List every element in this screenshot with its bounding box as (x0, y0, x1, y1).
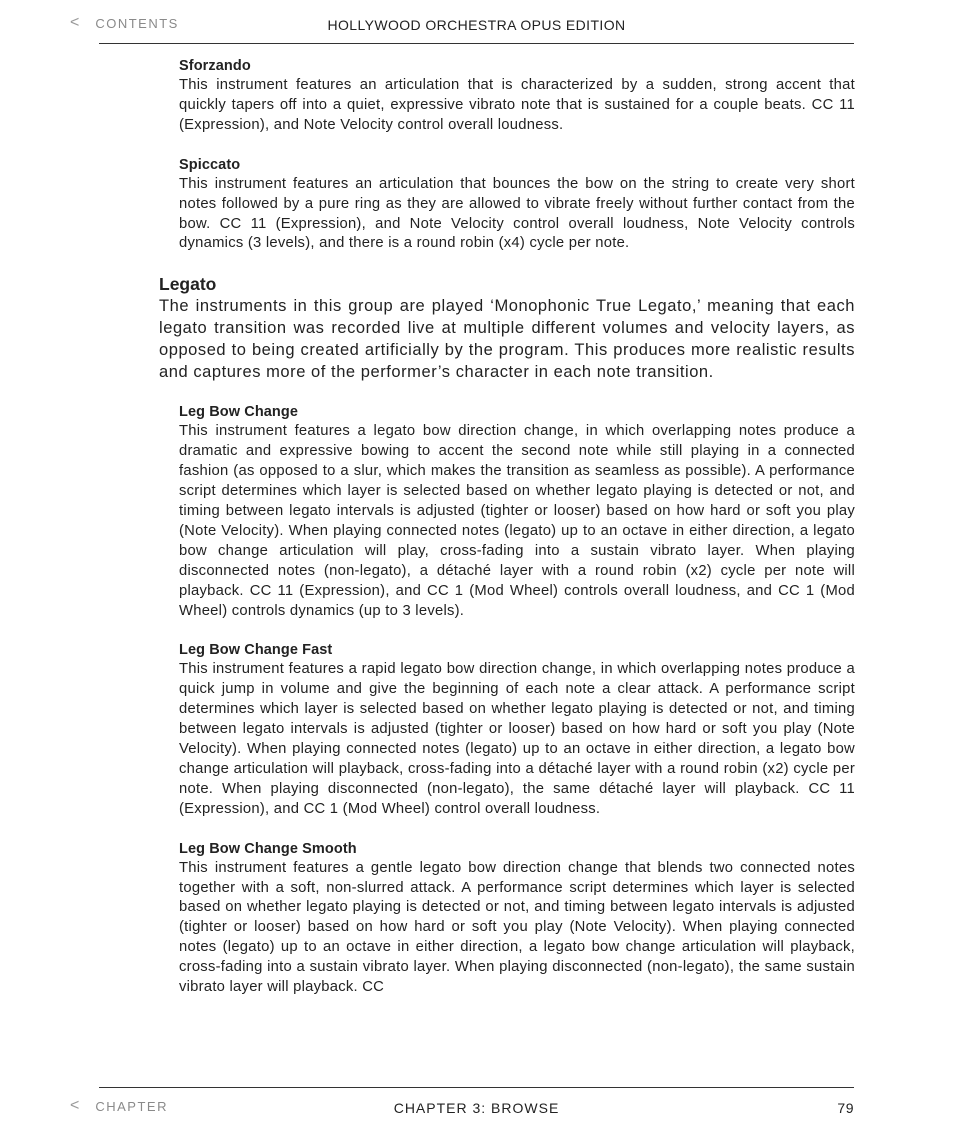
contents-label: CONTENTS (95, 15, 179, 31)
entry-title: Leg Bow Change (179, 404, 299, 421)
document-title: HOLLYWOOD ORCHESTRA OPUS EDITION (327, 17, 626, 33)
entry-body: This instrument features an articulation that bounces the bow on the string to create very short notes followed by a pure ring as they are allowed to vibrate freely without further contact from the bow. CC 11 (Expression), and Note Velocity control overall loudness, Note Velocity controls dynamics (3 levels), and there is a round robin (x4) cycle per note. (179, 175, 855, 252)
page-number: 79 (837, 1100, 854, 1116)
entry-body: This instrument features a legato bow direction change, in which overlapping notes produce a dramatic and expressive bowing to accent the second note while still playing in a connected fashion (as opposed to a slur, which makes the transition as seamless as possible). A performance script determines which layer is selected based on whether legato playing is detected or not, and timing between legato intervals is adjusted (tighter or looser) based on how hard or soft you play (Note Velocity). When playing connected notes (legato) up to an octave in either direction, a legato bow change articulation will play, cross-fading into a sustain vibrato layer. When playing disconnected notes (non-legato), a détaché layer with a round robin (x2) cycle per note will playback. CC 11 (Expression), and CC 1 (Mod Wheel) controls overall loudness, and CC 1 (Mod Wheel) controls dynamics (up to 3 levels). (179, 423, 855, 619)
entry-title: Spiccato (179, 156, 241, 173)
articulation-entry (179, 155, 855, 255)
section-body: The instruments in this group are played ‘Monophonic True Legato,’ meaning that each legato transition was recorded live at multiple different volumes and velocity layers, as opposed to being created artificially by the program. This produces more realistic results and captures more of the performer’s character in each note transition. (159, 297, 855, 382)
chevron-left-icon: < (70, 1097, 80, 1114)
articulation-entry (179, 839, 855, 998)
section-heading: Legato (159, 274, 217, 295)
header-divider (99, 43, 854, 44)
articulation-entry (179, 640, 855, 819)
chapter-label: CHAPTER (95, 1098, 168, 1114)
page-content (159, 56, 855, 1017)
entry-body: This instrument features a rapid legato bow direction change, in which overlapping notes produce a quick jump in volume and give the beginning of each note a clear attack. A performance script determines which layer is selected based on whether legato playing is detected or not, and timing between legato intervals is adjusted (tighter or looser) based on how hard or soft you play (Note Velocity). When playing connected notes (legato) up to an octave in either direction, a legato bow change articulation will playback, cross-fading into a détaché layer with a round robin (x2) cycle per note. When playing disconnected (non-legato), the same détaché layer will playback. CC 11 (Expression), and CC 1 (Mod Wheel) control overall loudness. (179, 661, 855, 817)
entry-body: This instrument features a gentle legato bow direction change that blends two connected notes together with a soft, non-slurred attack. A performance script determines which layer is selected based on whether legato playing is detected or not, and timing between legato intervals is adjusted (tighter or looser) based on how hard or soft you play (Note Velocity). When playing connected notes (legato) up to an octave in either direction, a legato bow change articulation will playback, cross-fading into a sustain vibrato layer. When playing disconnected (non-legato), the same sustain vibrato layer will playback. CC (179, 859, 855, 996)
chapter-title: CHAPTER 3: BROWSE (393, 1100, 560, 1116)
section-legato (159, 273, 855, 383)
chevron-left-icon: < (70, 14, 80, 31)
footer-divider (99, 1087, 854, 1088)
entry-title: Leg Bow Change Fast (179, 642, 333, 659)
entry-title: Sforzando (179, 58, 251, 74)
entry-body: This instrument features an articulation that is characterized by a sudden, strong accent that quickly tapers off into a quiet, expressive vibrato note that is sustained for a couple beats. CC 11 (Expression), and Note Velocity control overall loudness. (179, 77, 855, 133)
articulation-entry (179, 402, 855, 621)
entry-title: Leg Bow Change Smooth (179, 840, 357, 857)
articulation-entry (179, 56, 855, 136)
